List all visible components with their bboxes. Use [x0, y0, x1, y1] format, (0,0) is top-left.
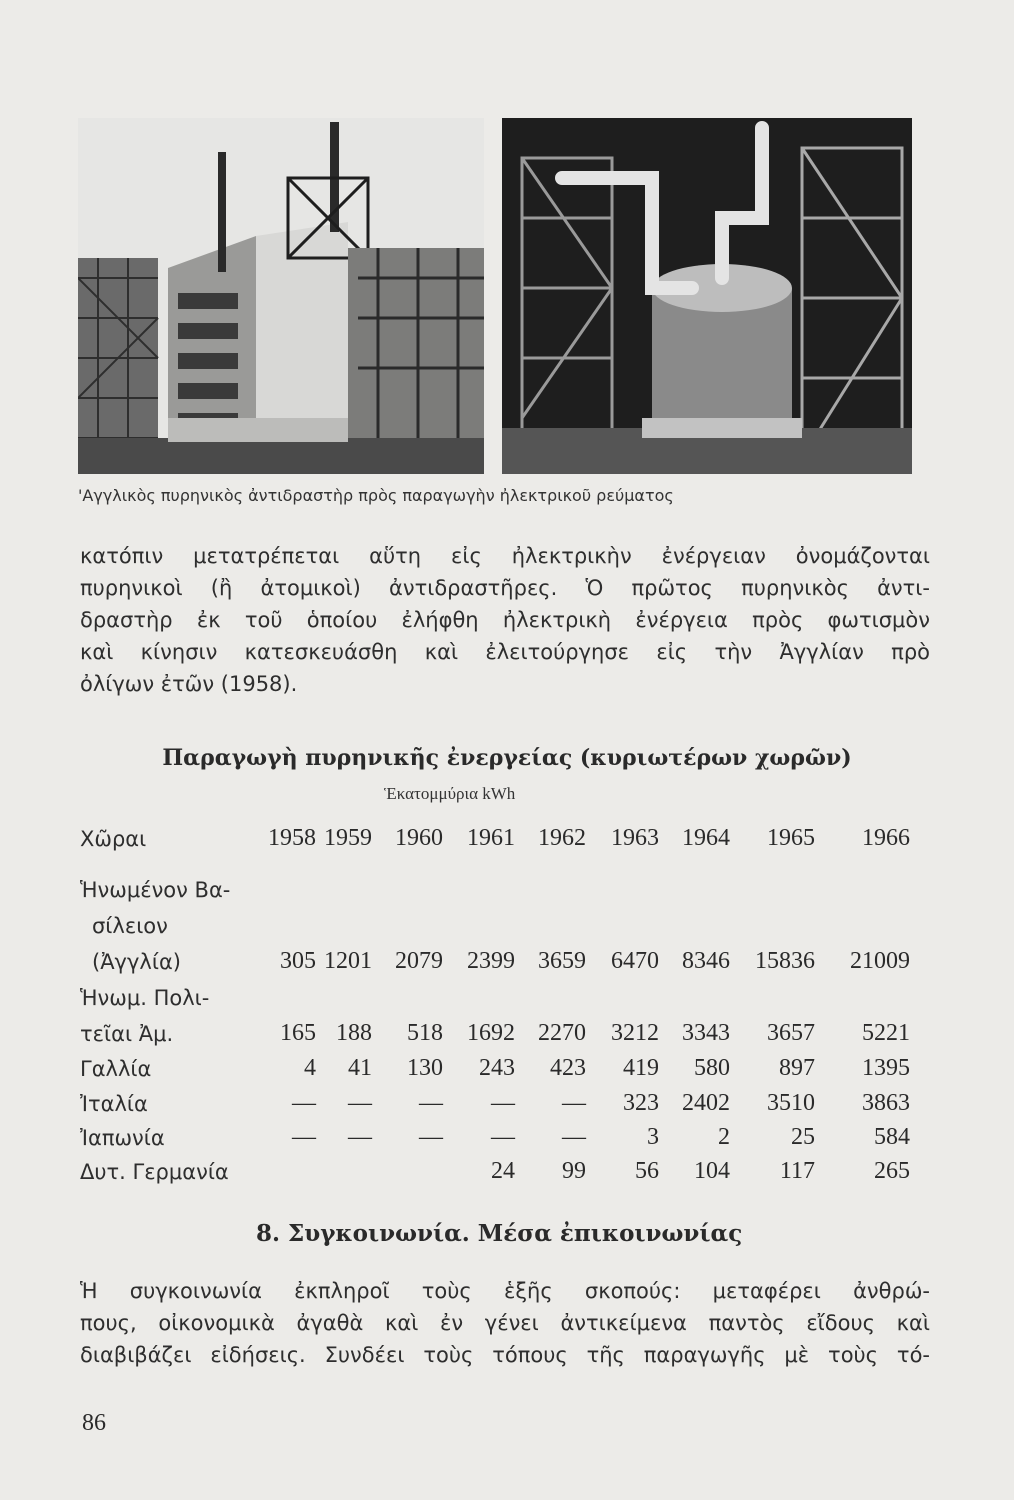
photo-strip [78, 118, 912, 474]
paragraph-line: πους, οἰκονομικὰ ἀγαθὰ καὶ ἐν γένει ἀντικείμενα παντὸς εἴδους καὶ [80, 1311, 930, 1335]
table-cell: 584 [874, 1124, 910, 1150]
table-header-year: 1962 [538, 825, 586, 851]
table-cell: 21009 [850, 948, 910, 974]
table-row-label: Ἡνωμένον Βα- [80, 878, 231, 902]
paragraph-line: διαβιβάζει εἰδήσεις. Συνδέει τοὺς τόπους τῆς παραγωγῆς μὲ τοὺς τό- [80, 1343, 930, 1367]
table-header-year: 1965 [767, 825, 815, 851]
table-cell: 6470 [611, 948, 659, 974]
paragraph-communications [80, 1275, 930, 1371]
table-cell: 3 [647, 1124, 659, 1150]
paragraph-line: δραστὴρ ἐκ τοῦ ὁποίου ἐλήφθη ἠλεκτρικὴ ἐνέργεια πρὸς φωτισμὸν [80, 608, 930, 632]
table-row-label: Ἰταλία [80, 1092, 148, 1116]
photo-reactor-interior [502, 118, 912, 474]
table-cell: 518 [407, 1020, 443, 1046]
table-header-year: 1964 [682, 825, 730, 851]
table-cell: 1692 [467, 1020, 515, 1046]
table-header-year: 1958 [268, 825, 316, 851]
table-cell: 188 [336, 1020, 372, 1046]
table-cell: 419 [623, 1055, 659, 1081]
table-cell: 99 [562, 1158, 586, 1184]
paragraph-reactors [80, 540, 930, 700]
paragraph-line: Ἡ συγκοινωνία ἐκπληροῖ τοὺς ἑξῆς σκοπούς: μεταφέρει ἀνθρώ- [80, 1279, 930, 1303]
table-cell: 580 [694, 1055, 730, 1081]
table-cell: 8346 [682, 948, 730, 974]
table-row-label: τεῖαι Ἀμ. [80, 1022, 174, 1046]
table-cell: 3343 [682, 1020, 730, 1046]
table-cell: — [491, 1090, 515, 1116]
table-cell: — [348, 1090, 372, 1116]
table-cell: 897 [779, 1055, 815, 1081]
table-cell: 2399 [467, 948, 515, 974]
table-cell: 5221 [862, 1020, 910, 1046]
table-row-label: Ἡνωμ. Πολι- [80, 986, 210, 1010]
table-header-year: 1963 [611, 825, 659, 851]
table-row-label: Δυτ. Γερμανία [80, 1160, 229, 1184]
table-header-year: 1966 [862, 825, 910, 851]
table-cell: 3212 [611, 1020, 659, 1046]
table-row-label: (Ἀγγλία) [92, 950, 181, 974]
table-cell: 130 [407, 1055, 443, 1081]
table-header-year: 1960 [395, 825, 443, 851]
photo-reactor-exterior [78, 118, 484, 474]
table-cell: 3659 [538, 948, 586, 974]
table-cell: — [348, 1124, 372, 1150]
table-cell: 4 [304, 1055, 316, 1081]
table-header-year: 1959 [324, 825, 372, 851]
table-cell: 2270 [538, 1020, 586, 1046]
paragraph-line: κατόπιν μετατρέπεται αὕτη εἰς ἠλεκτρικὴν ἐνέργειαν ὀνομάζονται [80, 544, 930, 568]
table-cell: 2402 [682, 1090, 730, 1116]
page-number: 86 [82, 1410, 106, 1436]
table-cell: 423 [550, 1055, 586, 1081]
table-cell: 265 [874, 1158, 910, 1184]
table-cell: 56 [635, 1158, 659, 1184]
table-cell: — [491, 1124, 515, 1150]
table-cell: — [292, 1090, 316, 1116]
table-cell: 3863 [862, 1090, 910, 1116]
table-cell: 41 [348, 1055, 372, 1081]
table-cell: 323 [623, 1090, 659, 1116]
table-cell: 25 [791, 1124, 815, 1150]
table-cell: — [562, 1124, 586, 1150]
table-row-label: Γαλλία [80, 1057, 152, 1081]
paragraph-line: πυρηνικοὶ (ἢ ἀτομικοὶ) ἀντιδραστῆρες. Ὁ πρῶτος πυρηνικὸς ἀντι- [80, 576, 930, 600]
table-header-year: 1961 [467, 825, 515, 851]
table-cell: — [562, 1090, 586, 1116]
table-cell: 117 [779, 1158, 815, 1184]
table-cell: 1201 [324, 948, 372, 974]
table-cell: — [419, 1124, 443, 1150]
table-header-label: Χῶραι [80, 827, 147, 851]
paragraph-line: ὀλίγων ἐτῶν (1958). [80, 672, 298, 696]
table-cell: 3510 [767, 1090, 815, 1116]
table-cell: 3657 [767, 1020, 815, 1046]
table-title: Παραγωγὴ πυρηνικῆς ἐνεργείας (κυριωτέρων χωρῶν) [162, 745, 852, 771]
table-cell: 1395 [862, 1055, 910, 1081]
table-row-label: σίλειον [92, 914, 168, 938]
table-cell: 2 [718, 1124, 730, 1150]
paragraph-line: καὶ κίνησιν κατεσκευάσθη καὶ ἐλειτούργησε εἰς τὴν Ἀγγλίαν πρὸ [80, 640, 930, 664]
table-row-label: Ἰαπωνία [80, 1126, 165, 1150]
table-cell: — [419, 1090, 443, 1116]
table-cell: 2079 [395, 948, 443, 974]
section-heading: 8. Συγκοινωνία. Μέσα ἐπικοινωνίας [256, 1220, 743, 1247]
table-cell: — [292, 1124, 316, 1150]
table-cell: 243 [479, 1055, 515, 1081]
table-cell: 15836 [755, 948, 815, 974]
table-unit: Ἑκατομμύρια kWh [384, 784, 516, 803]
table-cell: 305 [280, 948, 316, 974]
table-cell: 165 [280, 1020, 316, 1046]
table-cell: 104 [694, 1158, 730, 1184]
photo-caption: 'Αγγλικὸς πυρηνικὸς ἀντιδραστὴρ πρὸς παραγωγὴν ἠλεκτρικοῦ ρεύματος [78, 486, 674, 505]
table-cell: 24 [491, 1158, 515, 1184]
